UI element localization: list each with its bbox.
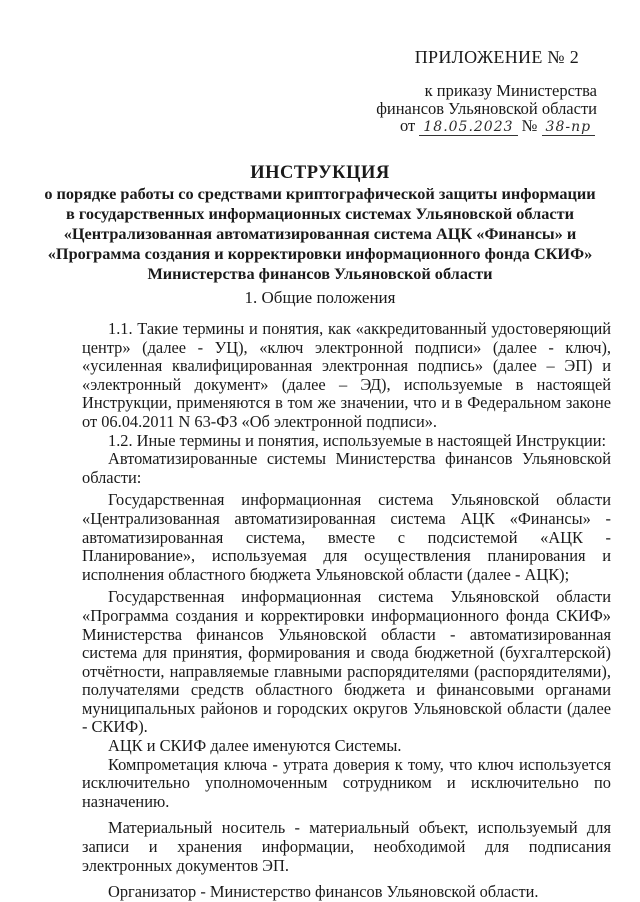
paragraph: 1.2. Иные термины и понятия, используемые в настоящей Инструкции: <box>108 430 607 450</box>
subtitle-line: в государственных информационных системах Ульяновской области <box>65 204 575 223</box>
number-prefix: № <box>521 116 538 135</box>
subtitle-line: «Централизованная автоматизированная система АЦК «Финансы» и <box>63 224 577 243</box>
paragraph: Государственная информационная система Ульяновской области «Централизованная автоматизированная система АЦК «Финансы» - автоматизированная система, вместе с подсистемой «АЦК - Планирование», используемая для осуществления планирования и исполнения областного бюджета Ульяновской области (далее - АЦК); <box>82 490 611 584</box>
appendix-title: ПРИЛОЖЕНИЕ № 2 <box>414 47 579 67</box>
appendix-line-order: к приказу Министерства <box>424 81 597 100</box>
subtitle-line: «Программа создания и корректировки информационного фонда СКИФ» <box>47 244 593 263</box>
appendix-line-ministry: финансов Ульяновской области <box>376 99 597 118</box>
section-heading: 1. Общие положения <box>244 288 396 307</box>
paragraph: АЦК и СКИФ далее именуются Системы. <box>108 736 402 756</box>
document-title: ИНСТРУКЦИЯ <box>250 163 390 183</box>
appendix-date-line <box>400 116 595 136</box>
paragraph: Государственная информационная система Ульяновской области «Программа создания и корректировки информационного фонда СКИФ» Министерства финансов Ульяновской области - автоматизированная система для принятия, формирования и свода бюджетной (бухгалтерской) отчётности, направляемые главными распорядителями (распорядителями), получателями средств областного бюджета и финансовыми органами муниципальных районов и городских округов Ульяновской области (далее - СКИФ). <box>82 587 611 737</box>
subtitle-line: Министерства финансов Ульяновской области <box>147 264 493 283</box>
appendix-block <box>0 0 640 140</box>
date-prefix: от <box>400 116 416 135</box>
paragraph: Компрометация ключа - утрата доверия к тому, что ключ используется исключительно уполномоченным сотрудником и исключительно по назначению. <box>82 754 611 811</box>
paragraph: Организатор - Министерство финансов Ульяновской области. <box>108 882 539 902</box>
paragraph: 1.1. Такие термины и понятия, как «аккредитованный удостоверяющий центр» (далее - УЦ), «ключ электронной подписи» (далее - ключ), «усиленная квалифицированная электронная подпись» (далее – ЭП) и «электронный документ» (далее – ЭД), используемые в настоящей Инструкции, применяются в том же значении, что и в Федеральном законе от 06.04.2011 N 63-ФЗ «Об электронной подписи». <box>82 319 611 431</box>
handwritten-date: 18.05.2023 <box>419 119 517 136</box>
handwritten-number: 38-пр <box>542 119 596 136</box>
paragraph: Материальный носитель - материальный объект, используемый для записи и хранения информации, необходимой для подписания электронных документов ЭП. <box>82 818 611 875</box>
document-subtitle <box>0 184 640 284</box>
document-body <box>82 320 611 902</box>
subtitle-line: о порядке работы со средствами криптографической защиты информации <box>44 184 596 203</box>
paragraph: Автоматизированные системы Министерства финансов Ульяновской области: <box>82 449 611 487</box>
